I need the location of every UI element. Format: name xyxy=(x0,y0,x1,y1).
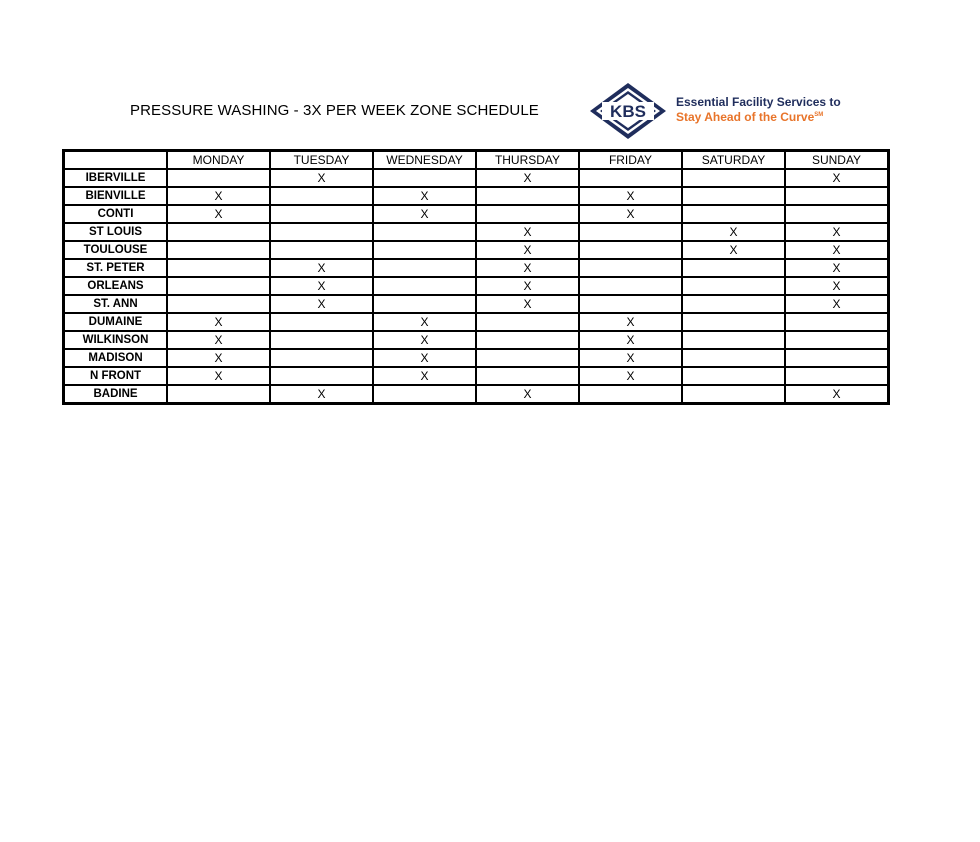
header-day: SATURDAY xyxy=(682,151,785,170)
schedule-cell xyxy=(682,169,785,187)
schedule-cell: X xyxy=(373,187,476,205)
schedule-cell: X xyxy=(167,205,270,223)
zone-name: ST. PETER xyxy=(64,259,168,277)
table-row xyxy=(64,385,889,404)
schedule-cell xyxy=(579,295,682,313)
schedule-cell: X xyxy=(785,385,889,404)
schedule-cell xyxy=(785,331,889,349)
schedule-cell: X xyxy=(476,295,579,313)
schedule-cell xyxy=(476,205,579,223)
schedule-cell xyxy=(579,223,682,241)
schedule-cell: X xyxy=(579,331,682,349)
table-row xyxy=(64,277,889,295)
schedule-cell xyxy=(682,277,785,295)
schedule-cell: X xyxy=(476,259,579,277)
schedule-cell: X xyxy=(785,295,889,313)
zone-name: ST LOUIS xyxy=(64,223,168,241)
schedule-cell xyxy=(682,349,785,367)
tagline-line2-text: Stay Ahead of the Curve xyxy=(676,110,815,124)
schedule-cell: X xyxy=(579,187,682,205)
schedule-cell: X xyxy=(785,169,889,187)
schedule-cell xyxy=(270,241,373,259)
schedule-cell xyxy=(579,277,682,295)
table-header-row xyxy=(64,151,889,170)
schedule-cell xyxy=(167,295,270,313)
schedule-cell xyxy=(373,259,476,277)
schedule-cell: X xyxy=(579,367,682,385)
schedule-cell: X xyxy=(373,367,476,385)
schedule-cell xyxy=(373,295,476,313)
zone-name: BIENVILLE xyxy=(64,187,168,205)
zone-name: BADINE xyxy=(64,385,168,404)
schedule-cell: X xyxy=(785,223,889,241)
table-row xyxy=(64,205,889,223)
table-row xyxy=(64,169,889,187)
schedule-cell xyxy=(682,313,785,331)
tagline-line2 xyxy=(676,109,841,124)
schedule-cell: X xyxy=(579,349,682,367)
zone-name: WILKINSON xyxy=(64,331,168,349)
schedule-cell xyxy=(682,367,785,385)
header-day: SUNDAY xyxy=(785,151,889,170)
zone-name: MADISON xyxy=(64,349,168,367)
header-day: MONDAY xyxy=(167,151,270,170)
zone-name: IBERVILLE xyxy=(64,169,168,187)
schedule-cell xyxy=(270,205,373,223)
schedule-cell xyxy=(579,169,682,187)
schedule-cell: X xyxy=(476,223,579,241)
kbs-diamond-logo-icon xyxy=(588,82,668,140)
schedule-cell xyxy=(476,349,579,367)
schedule-cell: X xyxy=(785,241,889,259)
schedule-cell: X xyxy=(167,367,270,385)
schedule-cell xyxy=(476,313,579,331)
schedule-cell xyxy=(167,169,270,187)
schedule-cell: X xyxy=(579,205,682,223)
schedule-cell: X xyxy=(167,313,270,331)
table-row xyxy=(64,313,889,331)
table-body xyxy=(64,169,889,404)
tagline-line1: Essential Facility Services to xyxy=(676,95,841,109)
logo-tagline xyxy=(676,96,841,124)
zone-name: TOULOUSE xyxy=(64,241,168,259)
schedule-cell xyxy=(476,331,579,349)
schedule-cell: X xyxy=(373,205,476,223)
schedule-cell xyxy=(270,331,373,349)
header-day: TUESDAY xyxy=(270,151,373,170)
service-mark: SM xyxy=(814,112,824,118)
schedule-cell xyxy=(785,349,889,367)
schedule-cell: X xyxy=(373,331,476,349)
header-corner xyxy=(64,151,168,170)
schedule-cell xyxy=(476,187,579,205)
schedule-cell xyxy=(682,295,785,313)
schedule-cell xyxy=(682,187,785,205)
table-row xyxy=(64,223,889,241)
table-row xyxy=(64,259,889,277)
schedule-cell: X xyxy=(476,385,579,404)
page-title: PRESSURE WASHING - 3X PER WEEK ZONE SCHEDULE xyxy=(130,102,539,119)
schedule-cell xyxy=(579,259,682,277)
table-row xyxy=(64,331,889,349)
schedule-cell: X xyxy=(167,349,270,367)
schedule-cell xyxy=(270,367,373,385)
schedule-cell: X xyxy=(167,331,270,349)
schedule-cell: X xyxy=(270,259,373,277)
schedule-cell xyxy=(270,349,373,367)
schedule-cell: X xyxy=(476,169,579,187)
schedule-cell: X xyxy=(785,259,889,277)
schedule-cell xyxy=(167,241,270,259)
schedule-cell xyxy=(785,205,889,223)
schedule-cell xyxy=(373,223,476,241)
schedule-cell xyxy=(682,331,785,349)
schedule-cell: X xyxy=(373,349,476,367)
schedule-cell xyxy=(373,277,476,295)
schedule-cell xyxy=(785,313,889,331)
schedule-cell xyxy=(682,385,785,404)
schedule-cell xyxy=(167,277,270,295)
table-row xyxy=(64,187,889,205)
schedule-cell: X xyxy=(476,241,579,259)
schedule-cell: X xyxy=(682,223,785,241)
zone-name: ST. ANN xyxy=(64,295,168,313)
table-row xyxy=(64,367,889,385)
zone-name: N FRONT xyxy=(64,367,168,385)
table-row xyxy=(64,241,889,259)
table-row xyxy=(64,295,889,313)
zone-name: CONTI xyxy=(64,205,168,223)
zone-schedule-table xyxy=(62,149,890,405)
zone-name: DUMAINE xyxy=(64,313,168,331)
schedule-cell: X xyxy=(579,313,682,331)
header-day: THURSDAY xyxy=(476,151,579,170)
schedule-cell xyxy=(579,385,682,404)
schedule-cell xyxy=(270,313,373,331)
zone-name: ORLEANS xyxy=(64,277,168,295)
schedule-cell: X xyxy=(373,313,476,331)
schedule-cell xyxy=(167,223,270,241)
schedule-cell xyxy=(167,385,270,404)
schedule-cell xyxy=(270,187,373,205)
schedule-cell: X xyxy=(682,241,785,259)
schedule-cell: X xyxy=(785,277,889,295)
logo-mark-text: KBS xyxy=(610,102,646,121)
schedule-cell: X xyxy=(270,169,373,187)
company-logo xyxy=(588,82,878,140)
schedule-cell xyxy=(167,259,270,277)
header-day: WEDNESDAY xyxy=(373,151,476,170)
schedule-cell xyxy=(682,259,785,277)
schedule-cell xyxy=(682,205,785,223)
schedule-cell xyxy=(785,187,889,205)
schedule-cell xyxy=(373,241,476,259)
header-day: FRIDAY xyxy=(579,151,682,170)
schedule-cell xyxy=(785,367,889,385)
schedule-cell: X xyxy=(270,295,373,313)
schedule-cell: X xyxy=(476,277,579,295)
schedule-cell xyxy=(579,241,682,259)
schedule-cell xyxy=(270,223,373,241)
table-row xyxy=(64,349,889,367)
schedule-cell: X xyxy=(270,385,373,404)
schedule-cell: X xyxy=(270,277,373,295)
schedule-cell xyxy=(373,385,476,404)
schedule-cell: X xyxy=(167,187,270,205)
schedule-cell xyxy=(373,169,476,187)
schedule-cell xyxy=(476,367,579,385)
